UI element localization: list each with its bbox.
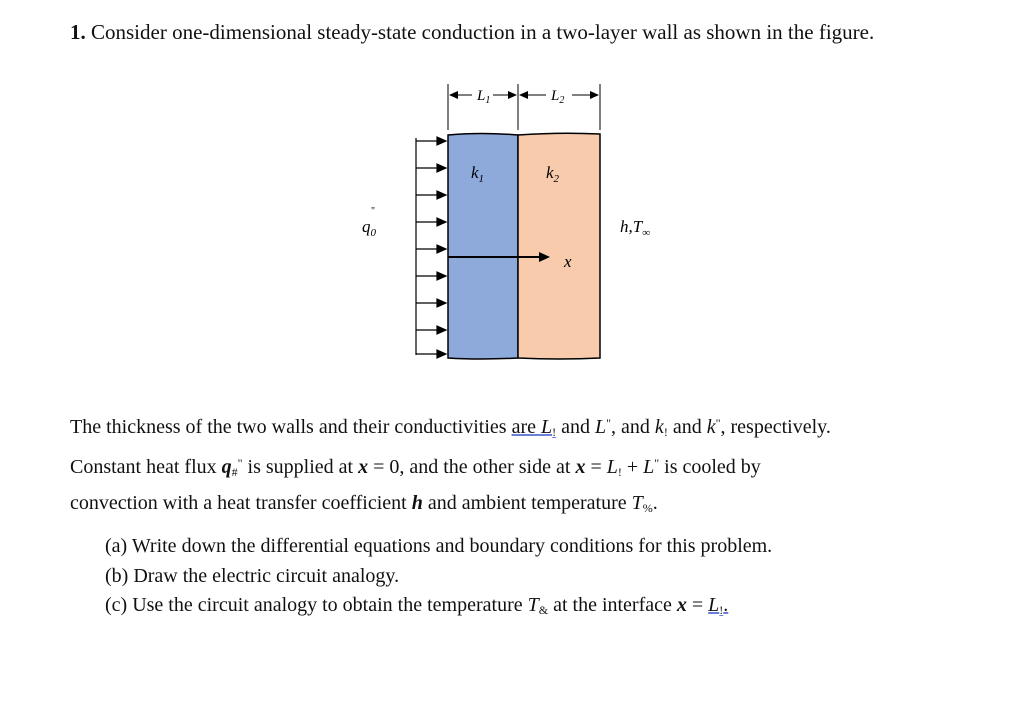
problem-description [70,408,970,524]
question-title [70,20,874,45]
label-k1: $k_1$ [471,163,485,185]
label-k2: $k_2$ [546,163,560,185]
question-text: Consider one-dimensional steady-state conduction in a two-layer wall as shown in the figure. [91,20,875,44]
label-x: x [564,252,572,271]
label-convection: $h,T_\infty$ [620,217,651,239]
question-parts [105,532,772,626]
part-c: (c) Use the circuit analogy to obtain the temperature $T_{\&}$ at the interface $x = L_!$. [105,594,729,617]
description-line-2: Constant heat flux $q_{\#}^"$ is supplied at x = 0, and the other side at $x = L_! + L^"$ is cooled by [70,456,761,479]
layer-2 [518,133,600,359]
part-b: (b) Draw the electric circuit analogy. [105,564,400,587]
two-layer-wall-figure [340,80,680,380]
description-line-3: convection with a heat transfer coefficient h and ambient temperature $T_{\%}$. [70,492,658,515]
label-heat-flux: $q_0$ [362,217,376,239]
description-line-1: The thickness of the two walls and their conductivities are $L_!$ and L", and $k_!$ and k", respectively. [70,416,831,439]
layer-1 [448,134,518,360]
label-heat-flux-mark: " [371,206,376,217]
dim-label-L2: $L_2$ [551,88,565,106]
part-a: (a) Write down the differential equations and boundary conditions for this problem. [105,535,773,557]
heat-flux-arrows [416,137,446,358]
question-number: 1. [70,20,86,44]
dim-label-L1: $L_1$ [477,88,491,106]
